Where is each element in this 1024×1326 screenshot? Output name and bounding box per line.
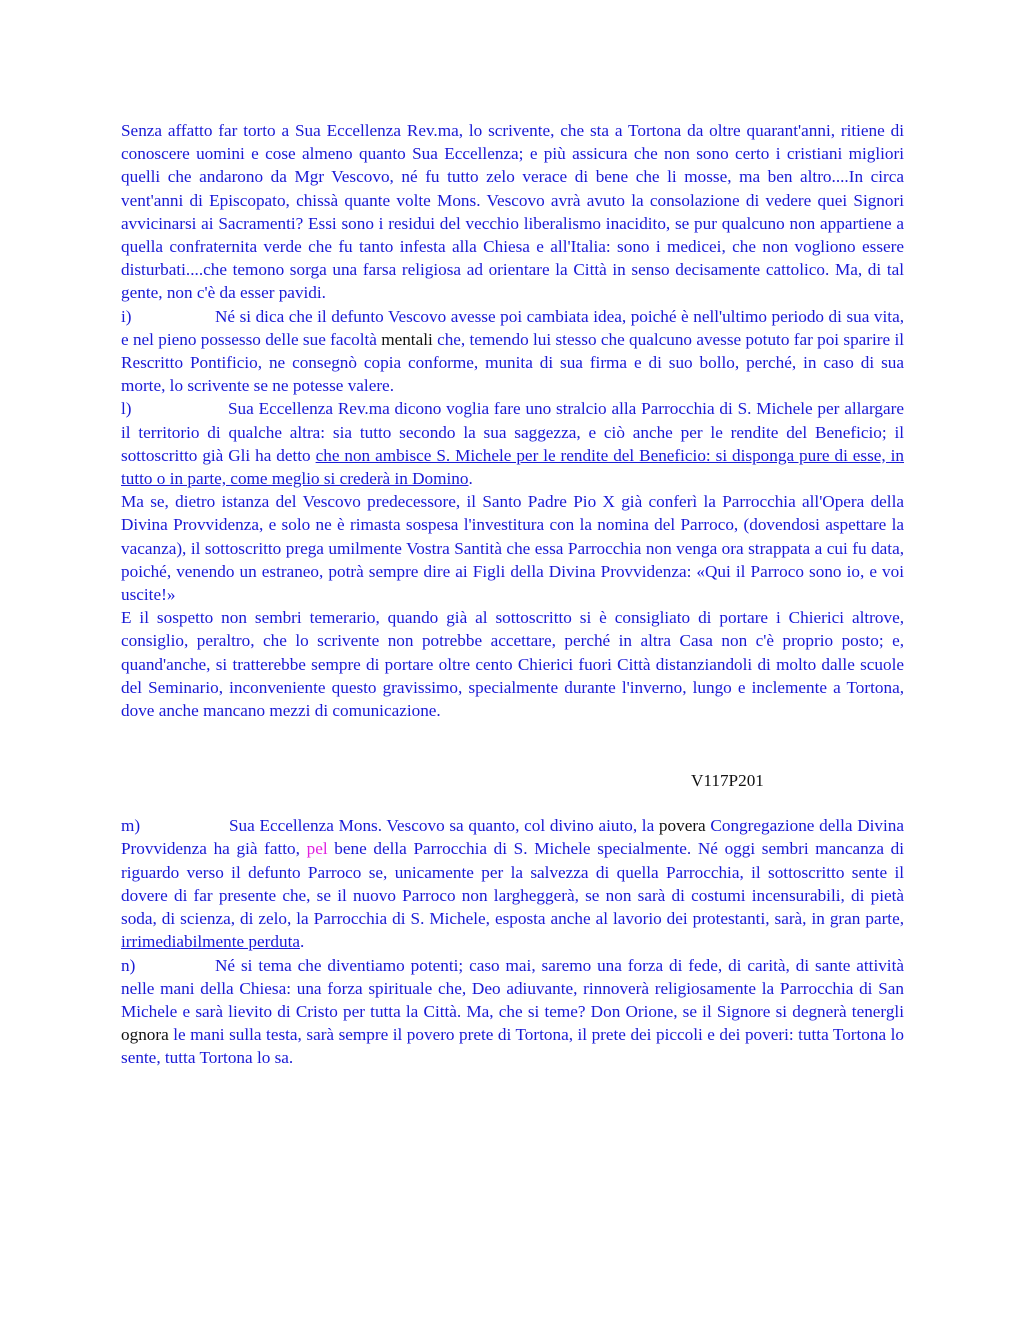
item-i-label: i) xyxy=(121,306,132,326)
page-reference: V117P201 xyxy=(691,771,764,791)
item-m-text-a: Sua Eccellenza Mons. Vescovo sa quanto, col divino aiuto, la xyxy=(229,816,655,836)
item-n-text-a: Né si tema che diventiamo potenti; caso mai, saremo una forza di fede, di carità, di sante attività nelle mani della Chiesa: una forza spirituale che, Deo adiuvante, rinnoverà religiosamente la Parrocchia di San Michele e sarà lievito di Cristo per tutta la Città. Ma, che si teme? Don Orione, se il Signore si degnerà tenergli xyxy=(121,955,904,1021)
item-m-text-b: povera xyxy=(658,816,706,836)
item-m-end: . xyxy=(299,932,305,952)
item-m-text-d: bene della Parrocchia di S. Michele specialmente. Né oggi sembri mancanza di riguardo verso il defunto Parroco se, unicamente per la salvezza di quella Parrocchia, il sottoscritto sente il dovere di far presente che, se il nuovo Parroco non largheggerà, se non sarà di costumi incensurabili, di pietà soda, di scienza, di zelo, la Parrocchia di S. Michele, esposta anche al lavorio dei protestanti, sarà, in gran parte, xyxy=(121,839,904,929)
item-i-text-c: che, temendo lui stesso che qualcuno avesse potuto far poi sparire il Rescritto Pontificio, ne consegnò copia conforme, munita di sua firma e di suo bollo, perché, in caso di sua morte, lo scrivente se ne potesse valere. xyxy=(121,329,905,396)
item-i-text-a: Né si dica che il defunto Vescovo avesse poi cambiata idea, poiché è nell'ultimo periodo di sua vita, e nel pieno possesso delle sue facoltà xyxy=(121,306,904,349)
item-l xyxy=(121,397,904,490)
item-m xyxy=(121,814,904,953)
item-m-underlined: irrimediabilmente perduta xyxy=(121,932,300,952)
item-l-text-a: Sua Eccellenza Rev.ma dicono voglia fare uno stralcio alla Parrocchia di S. Michele per allargare il territorio di qualche altra: sia tutto secondo la sua saggezza, e ciò anche per le rendite del Beneficio; il sottoscritto già Gli ha detto xyxy=(121,399,904,465)
item-n-text-c: le mani sulla testa, sarà sempre il povero prete di Tortona, il prete dei piccoli e dei poveri: tutta Tortona lo sente, tutta Tortona lo sa. xyxy=(121,1025,905,1068)
paragraph-e: E il sospetto non sembri temerario, quando già al sottoscritto si è consigliato di portare i Chierici altrove, consiglio, peraltro, che lo scrivente non potrebbe accettare, perché in altra Casa non c'è proprio posto; e, quand'anche, si tratterebbe sempre di portare oltre cento Chierici fuori Città distanziandoli di molto dalle scuole del Seminario, inconveniente questo gravissimo, specialmente durante l'inverno, lungo e inclemente a Tortona, dove anche mancano mezzi di comunicazione. xyxy=(121,608,904,721)
item-n-text-b: ognora xyxy=(121,1025,169,1045)
document-page xyxy=(121,119,904,1070)
spacer xyxy=(121,722,904,769)
item-i xyxy=(121,305,904,398)
item-l-end: . xyxy=(468,469,473,489)
item-m-label: m) xyxy=(121,816,141,836)
item-l-label: l) xyxy=(121,399,132,419)
item-n xyxy=(121,954,904,1070)
item-n-label: n) xyxy=(121,955,136,975)
paragraph-opening: Senza affatto far torto a Sua Eccellenza Rev.ma, lo scrivente, che sta a Tortona da oltre quarant'anni, ritiene di conoscere uomini e cose almeno quanto Sua Eccellenza; e più assicura che non sono certo i cristiani migliori quelli che andarono da Mgr Vescovo, né fu tutto zelo verace di bene che li mosse, ma ben altro....In circa vent'anni di Episcopato, chissà quante volte Mons. Vescovo avrà avuto la consolazione di vedere quei Signori avvicinarsi ai Sacramenti? Essi sono i residui del vecchio liberalismo inacidito, se pur qualcuno non appartiene a quella confraternita verde che fu tanto infesta alla Chiesa e all'Italia: sono i medicei, che non vogliono essere disturbati....che temono sorga una farsa religiosa ad orientare la Città in senso decisamente cattolico. Ma, di tal gente, non c'è da esser pavidi. xyxy=(121,121,904,303)
item-m-text-c: Congregazione della Divina Provvidenza ha già fatto, xyxy=(121,816,905,859)
spacer xyxy=(121,792,904,814)
item-m-text-pink: pel xyxy=(306,839,328,859)
item-i-text-b: mentali xyxy=(381,329,433,349)
paragraph-ma: Ma se, dietro istanza del Vescovo predecessore, il Santo Padre Pio X già conferì la Parrocchia all'Opera della Divina Provvidenza, e solo ne è rimasta sospesa l'investitura con la nomina del Parroco, (dovendosi aspettare la vacanza), il sottoscritto prega umilmente Vostra Santità che essa Parrocchia non venga ora strappata a cui fu data, poiché, venendo un estraneo, potrà sempre dire ai Figli della Divina Provvidenza: «Qui il Parroco sono io, e voi uscite!» xyxy=(121,492,904,605)
item-l-underlined: che non ambisce S. Michele per le rendite del Beneficio: si disponga pure di esse, in tutto o in parte, come meglio si crederà in Domino xyxy=(121,445,905,489)
